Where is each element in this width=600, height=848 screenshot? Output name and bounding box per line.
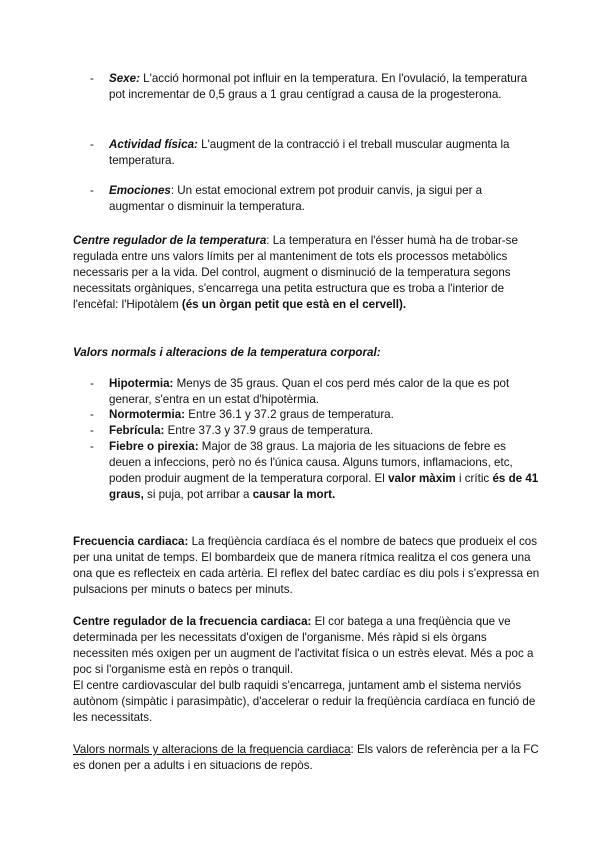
bullet-dash: - xyxy=(90,72,94,85)
bullet-label: Emociones xyxy=(109,184,171,197)
valors-fc xyxy=(73,742,543,774)
section-text: El cor batega a una freqüència que ve determinada per les necessitats d'oxigen de l'organisme. Més ràpid si els òrgans necessiten més oxigen per un augment de l'activitat física o un estrès elevat. Més a poc a poc si l'organisme està en repòs o tranquil. xyxy=(73,615,534,676)
section-bold-tail: (és un òrgan petit que està en el cervell). xyxy=(181,298,407,311)
bullet-dash: - xyxy=(90,424,94,437)
bullet-bold: valor màxim xyxy=(388,472,456,485)
bullet-label: Actividad física: xyxy=(109,138,198,151)
bullet-label: Febrícula: xyxy=(109,424,165,437)
bullet-text: L'acció hormonal pot influir en la temperatura. En l'ovulació, la temperatura pot incrementar de 0,5 graus a 1 grau centígrad a causa de la progesterona. xyxy=(109,72,528,101)
bullet-text: si puja, pot arribar a xyxy=(143,488,253,501)
bullet-text: Entre 36.1 y 37.2 graus de temperatura. xyxy=(185,408,394,421)
bullet-label: Fiebre o pirexia: xyxy=(109,440,199,453)
section-text: La freqüència cardíaca és el nombre de batecs que produeix el cos per una unitat de temps. El bombardeix que de manera rítmica realitza el cos genera una ona que es reflecteix en cada artèria. El reflex del batec cardíac es diu pols i s'expressa en pulsacions per minuts o batecs per minuts. xyxy=(73,535,540,596)
bullet-dash: - xyxy=(90,184,94,197)
bullet-label: Hipotermia: xyxy=(109,377,174,390)
bullet-dash: - xyxy=(90,138,94,151)
centre-regulador-fc xyxy=(73,614,543,726)
valors-temperatura-heading xyxy=(73,345,543,361)
bullet-text: Major de 38 graus. La majoria de les situacions de febre es deuen a infeccions, però no és l'única causa. Alguns tumors, inflamacions, etc, poden produir augment de la temperatura corporal. El xyxy=(109,440,513,485)
bullet-label: Normotermia: xyxy=(109,408,186,421)
centre-regulador-temperatura xyxy=(73,233,543,313)
section-text: : La temperatura en l'ésser humà ha de trobar-se regulada entre uns valors límits per al manteniment de tots els processos metabòlics necessaris per a la vida. Del control, augment o disminució de la temperatura segons necessitats orgàniques, s'encarrega una petita estructura que es troba a l'interior de l'encèfal: l'Hipotàlem xyxy=(73,234,518,311)
bullet-text: L'augment de la contracció i el treball muscular augmenta la temperatura. xyxy=(109,138,510,167)
section-text: : Els valors de referència per a la FC es donen per a adults i en situacions de repòs. xyxy=(73,743,539,772)
bullet-label: Sexe: xyxy=(109,72,140,85)
section-label: Valors normals y alteracions de la frequencia cardiaca xyxy=(73,743,351,756)
bullet-dash: - xyxy=(90,377,94,390)
bullet-text: : Un estat emocional extrem pot produir canvis, ja sigui per a augmentar o disminuir la temperatura. xyxy=(109,184,483,213)
frecuencia-cardiaca xyxy=(73,534,543,598)
section-label: Centre regulador de la temperatura xyxy=(73,234,267,247)
bullet-dash: - xyxy=(90,408,94,421)
bullet-text: Entre 37.3 y 37.9 graus de temperatura. xyxy=(164,424,374,437)
section-label: Frecuencia cardiaca: xyxy=(73,535,189,548)
bullet-text: i crític xyxy=(455,472,493,485)
bullet-bold: causar la mort. xyxy=(252,488,336,501)
section-text-2: El centre cardiovascular del bulb raquidi s'encarrega, juntament amb el sistema nerviós autònom (simpàtic i parasimpàtic), d'accelerar o reduir la freqüència cardíaca en funció de les necessitats. xyxy=(73,679,536,724)
bullet-dash: - xyxy=(90,440,94,453)
heading-text: Valors normals i alteracions de la temperatura corporal: xyxy=(73,346,381,359)
section-label: Centre regulador de la frecuencia cardiaca: xyxy=(73,615,312,628)
bullet-text: Menys de 35 graus. Quan el cos perd més calor de la que es pot generar, s'entra en un estat d'hipotèrmia. xyxy=(109,377,510,406)
bullet-bold: és de 41 graus, xyxy=(109,472,539,501)
